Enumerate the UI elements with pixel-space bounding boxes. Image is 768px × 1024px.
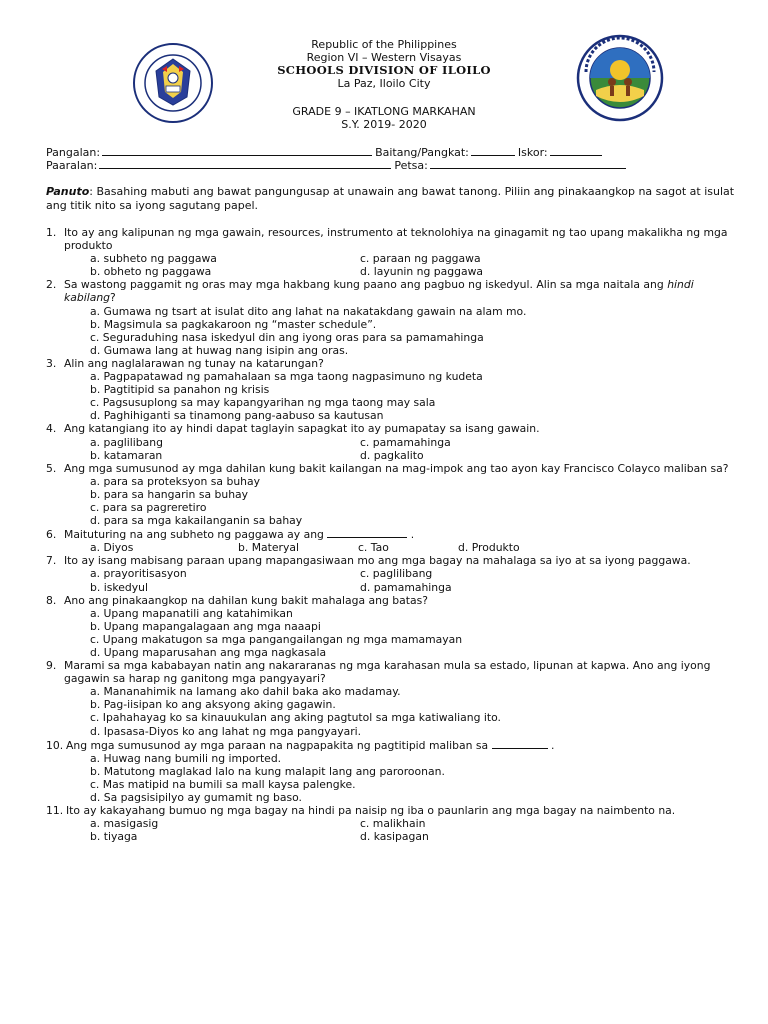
question-stem: Alin ang naglalarawan ng tunay na katarungan?: [64, 356, 324, 370]
header-division: SCHOOLS DIVISION OF ILOILO: [277, 63, 491, 77]
question-stem-end: ?: [110, 291, 116, 305]
question-4: [46, 422, 746, 461]
question-stem: Ito ay ang kalipunan ng mga gawain, resources, instrumento at teknolohiya na ginagamit ng tao upang makalikha ng mga produkto: [64, 226, 728, 253]
question-stem: Ang mga sumusunod ay mga paraan na nagpapakita ng pagtitipid maliban sa: [66, 738, 489, 752]
iskor-field[interactable]: [550, 145, 602, 156]
option-d[interactable]: d. Ipasasa-Diyos ko ang lahat ng mga pangyayari.: [90, 724, 362, 738]
question-2: [46, 278, 746, 357]
question-stem: Marami sa mga kababayan natin ang nakararanas ng mga karahasan mula sa estado, lipunan at kapwa. Ano ang iyong gagawin sa harap ng ganitong mga pangyayari?: [64, 659, 711, 686]
question-11: [46, 804, 746, 843]
question-stem: Ito ay kakayahang bumuo ng mga bagay na hindi pa naisip ng iba o paunlarin ang mga bagay na naimbento na.: [66, 804, 676, 818]
header-region: Region VI – Western Visayas: [306, 51, 462, 64]
option-b[interactable]: b. Magsimula sa pagkakaroon ng “master schedule”.: [90, 317, 377, 331]
option-c[interactable]: c. Ipahahayag ko sa kinauukulan ang aking pagtutol sa mga katiwaliang ito.: [90, 711, 501, 725]
option-d[interactable]: d. Upang maparusahan ang mga nagkasala: [90, 646, 327, 659]
option-a[interactable]: a. Gumawa ng tsart at isulat dito ang lahat na nakatakdang gawain na alam mo.: [90, 304, 527, 318]
letterhead: [0, 38, 768, 90]
paaralan-label: Paaralan:: [46, 159, 98, 172]
option-b[interactable]: b. Pag-iisipan ko ang aksyong aking gagawin.: [90, 698, 336, 712]
fields-row-2: [46, 158, 629, 172]
question-stem: Ang mga sumusunod ay mga dahilan kung bakit kailangan na mag-impok ang tao ayon kay Francisco Colayco maliban sa?: [64, 461, 729, 475]
option-c[interactable]: c. paglilibang: [360, 567, 433, 581]
instructions: [46, 185, 736, 213]
exam-title-block: [0, 105, 768, 131]
question-10: [46, 738, 746, 804]
option-c[interactable]: c. Mas matipid na bumili sa mall kaysa palengke.: [90, 777, 356, 791]
option-c[interactable]: c. Tao: [358, 541, 389, 555]
option-a[interactable]: a. Pagpapatawad ng pamahalaan sa mga taong nagpasimuno ng kudeta: [90, 370, 483, 384]
option-b[interactable]: b. Materyal: [238, 541, 299, 555]
option-c[interactable]: c. para sa pagreretiro: [90, 500, 207, 514]
baitang-label: Baitang/Pangkat:: [375, 146, 469, 159]
option-a[interactable]: a. Huwag nang bumili ng imported.: [90, 751, 282, 765]
question-number: 3.: [46, 356, 57, 370]
question-9: [46, 659, 746, 738]
petsa-label: Petsa:: [394, 159, 428, 172]
petsa-field[interactable]: [430, 158, 626, 169]
option-a[interactable]: a. Upang mapanatili ang katahimikan: [90, 606, 293, 620]
option-b[interactable]: b. tiyaga: [90, 830, 138, 844]
question-number: 10.: [46, 738, 64, 752]
option-d[interactable]: d. kasipagan: [360, 830, 429, 844]
header-republic: Republic of the Philippines: [311, 38, 457, 51]
question-5: [46, 462, 746, 527]
option-b[interactable]: b. Pagtitipid sa panahon ng krisis: [90, 383, 270, 397]
question-3: [46, 357, 746, 422]
option-b[interactable]: b. para sa hangarin sa buhay: [90, 487, 249, 501]
question-number: 2.: [46, 278, 57, 292]
header-address: La Paz, Iloilo City: [337, 77, 431, 90]
option-a[interactable]: a. Mananahimik na lamang ako dahil baka ako madamay.: [90, 685, 401, 699]
option-a[interactable]: a. paglilibang: [90, 435, 163, 449]
question-stem: Ano ang pinakaangkop na dahilan kung bakit mahalaga ang batas?: [64, 593, 428, 607]
option-a[interactable]: a. masigasig: [90, 817, 159, 831]
question-stem-end: .: [547, 738, 555, 752]
answer-blank[interactable]: [327, 527, 407, 538]
option-c[interactable]: c. Seguraduhing nasa iskedyul din ang iyong oras para sa pamamahinga: [90, 330, 484, 344]
question-number: 5.: [46, 461, 57, 475]
question-number: 4.: [46, 422, 57, 436]
option-d[interactable]: d. pamamahinga: [360, 580, 452, 594]
question-8: [46, 594, 746, 659]
option-a[interactable]: a. para sa proteksyon sa buhay: [90, 474, 261, 488]
question-7: [46, 554, 746, 593]
pangalan-label: Pangalan:: [46, 146, 101, 159]
option-c[interactable]: c. Pagsusuplong sa may kapangyarihan ng mga taong may sala: [90, 396, 436, 410]
question-number: 8.: [46, 593, 57, 607]
baitang-field[interactable]: [471, 145, 515, 156]
option-d[interactable]: d. para sa mga kakailanganin sa bahay: [90, 514, 303, 528]
question-number: 6.: [46, 528, 57, 542]
instructions-text: : Basahing mabuti ang bawat pangungusap at unawain ang bawat tanong. Piliin ang pinakaangkop na sagot at isulat ang titik nito sa iyong sagutang papel.: [46, 185, 735, 212]
question-number: 1.: [46, 226, 57, 239]
fields-row-1: [46, 145, 605, 159]
instructions-label: Panuto: [46, 185, 90, 198]
question-number: 7.: [46, 554, 57, 568]
question-number: 11.: [46, 804, 64, 818]
option-d[interactable]: d. Sa pagsisipilyo ay gumamit ng baso.: [90, 791, 302, 805]
option-b[interactable]: b. Matutong maglakad lalo na kung malapit lang ang paroroonan.: [90, 764, 445, 778]
option-d[interactable]: d. Paghihiganti sa tinamong pang-aabuso sa kautusan: [90, 409, 384, 423]
option-a[interactable]: a. Diyos: [90, 541, 134, 555]
question-stem: Ito ay isang mabisang paraan upang mapangasiwaan mo ang mga bagay na mahalaga sa iyo at sa iyong paggawa.: [64, 554, 691, 568]
option-d[interactable]: d. Produkto: [458, 541, 520, 555]
answer-blank[interactable]: [492, 738, 548, 749]
option-d[interactable]: d. layunin ng paggawa: [360, 265, 484, 279]
exam-title: GRADE 9 – IKATLONG MARKAHAN: [292, 105, 476, 118]
option-d[interactable]: d. pagkalito: [360, 448, 424, 462]
option-c[interactable]: c. paraan ng paggawa: [360, 252, 481, 266]
question-stem: Maituturing na ang subheto ng paggawa ay ang: [64, 528, 324, 542]
question-6: [46, 527, 746, 554]
option-b[interactable]: b. Upang mapangalagaan ang mga naaapi: [90, 619, 321, 633]
option-c[interactable]: c. Upang makatugon sa mga pangangailangan ng mga mamamayan: [90, 632, 463, 646]
option-c[interactable]: c. malikhain: [360, 817, 426, 831]
questions-list: [46, 226, 746, 843]
question-1: [46, 226, 746, 278]
question-stem: Ang katangiang ito ay hindi dapat taglayin sapagkat ito ay pumapatay sa isang gawain.: [64, 422, 540, 436]
option-b[interactable]: b. obheto ng paggawa: [90, 265, 212, 279]
question-number: 9.: [46, 659, 57, 673]
school-year: S.Y. 2019- 2020: [341, 118, 427, 131]
paaralan-field[interactable]: [99, 158, 391, 169]
option-b[interactable]: b. iskedyul: [90, 580, 148, 594]
option-a[interactable]: a. prayoritisasyon: [90, 567, 187, 581]
pangalan-field[interactable]: [102, 145, 372, 156]
question-stem-end: .: [407, 528, 415, 542]
question-stem: Sa wastong paggamit ng oras may mga hakbang kung paano ang pagbuo ng iskedyul. Alin sa mga naitala ang: [64, 278, 668, 292]
option-a[interactable]: a. subheto ng paggawa: [90, 252, 217, 266]
option-d[interactable]: d. Gumawa lang at huwag nang isipin ang oras.: [90, 343, 349, 357]
option-b[interactable]: b. katamaran: [90, 448, 163, 462]
iskor-label: Iskor:: [517, 146, 548, 159]
option-c[interactable]: c. pamamahinga: [360, 435, 451, 449]
question-emphasis: hindi kabilang: [64, 278, 694, 305]
